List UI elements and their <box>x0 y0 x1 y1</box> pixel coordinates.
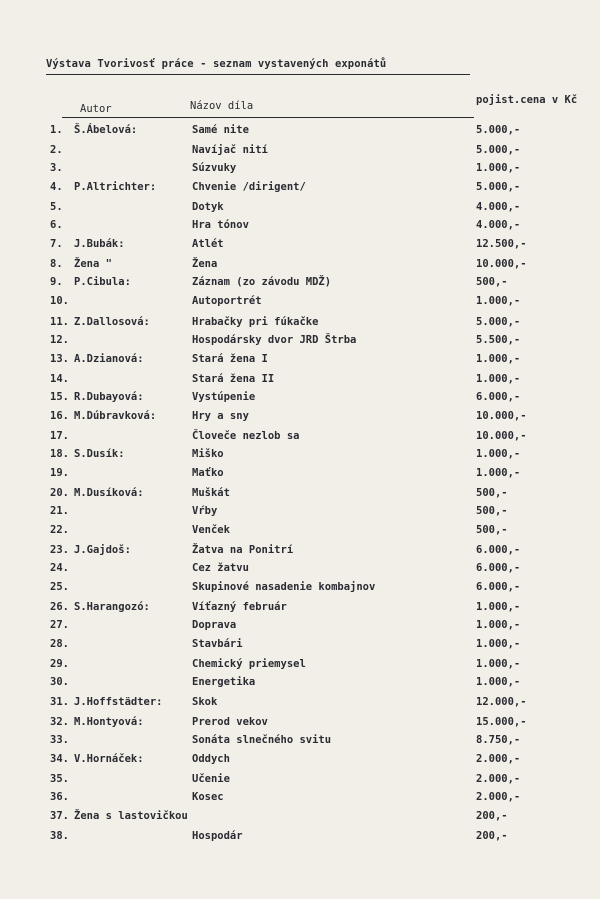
row-num: 33. <box>50 733 69 746</box>
row-work: Maťko <box>192 466 224 479</box>
row-work: Človeče nezlob sa <box>192 429 300 442</box>
table-row <box>0 753 600 771</box>
row-num: 4. <box>50 181 63 194</box>
row-price: 5.000,- <box>476 144 521 157</box>
table-row <box>0 487 600 505</box>
row-num: 36. <box>50 790 69 803</box>
row-work: Stará žena II <box>192 372 275 385</box>
row-num: 18. <box>50 447 69 460</box>
row-price: 1.000,- <box>476 162 521 175</box>
table-row <box>0 373 600 391</box>
table-row <box>0 696 600 714</box>
row-num: 15. <box>50 390 69 403</box>
row-author: A.Dzianová: <box>74 352 144 365</box>
table-row <box>0 295 600 313</box>
row-price: 6.000,- <box>476 562 521 575</box>
row-num: 8. <box>50 258 63 271</box>
table-row <box>0 201 600 219</box>
row-work: Vŕby <box>192 505 218 517</box>
row-price: 4.000,- <box>476 219 521 232</box>
row-price: 6.000,- <box>476 544 521 557</box>
row-price: 500,- <box>476 276 508 289</box>
row-price: 12.500,- <box>476 238 527 251</box>
row-price: 200,- <box>476 809 508 822</box>
row-num: 29. <box>50 658 69 671</box>
row-work: Muškát <box>192 486 230 499</box>
row-author: Š.Ábelová: <box>74 124 138 136</box>
row-work: Záznam (zo závodu MDŽ) <box>192 276 332 289</box>
table-row <box>0 391 600 409</box>
row-work: Skok <box>192 695 218 708</box>
row-num: 17. <box>50 429 69 442</box>
row-price: 6.000,- <box>476 390 521 403</box>
row-work: Hra tónov <box>192 219 249 232</box>
row-price: 5.500,- <box>476 333 521 346</box>
row-price: 2.000,- <box>476 772 521 785</box>
table-row <box>0 258 600 276</box>
row-num: 27. <box>50 619 69 632</box>
row-price: 1.000,- <box>476 619 521 632</box>
row-num: 19. <box>50 466 69 479</box>
table-row <box>0 562 600 580</box>
row-num: 14. <box>50 372 69 385</box>
table-row <box>0 238 600 256</box>
row-price: 4.000,- <box>476 201 521 214</box>
table-row <box>0 124 600 142</box>
row-price: 500,- <box>476 524 508 537</box>
row-work: Chemický priemysel <box>192 658 306 671</box>
row-num: 16. <box>50 409 69 422</box>
row-price: 500,- <box>476 486 508 499</box>
row-num: 32. <box>50 715 69 728</box>
row-price: 8.750,- <box>476 733 521 746</box>
table-row <box>0 276 600 294</box>
row-price: 1.000,- <box>476 601 521 614</box>
row-price: 1.000,- <box>476 295 521 308</box>
row-work: Hospodársky dvor JRD Štrba <box>192 333 357 346</box>
row-work: Energetika <box>192 676 256 689</box>
row-num: 30. <box>50 676 69 689</box>
row-work: Doprava <box>192 619 237 632</box>
row-work: Víťazný február <box>192 601 287 614</box>
row-num: 34. <box>50 752 69 765</box>
table-row <box>0 448 600 466</box>
row-num: 25. <box>50 581 69 594</box>
row-author: S.Harangozó: <box>74 601 150 614</box>
row-work: Hospodár <box>192 829 243 842</box>
table-row <box>0 734 600 752</box>
row-work: Miško <box>192 447 224 460</box>
row-price: 200,- <box>476 829 508 842</box>
row-work: Stavbári <box>192 638 243 651</box>
table-row <box>0 830 600 848</box>
row-work: Samé nite <box>192 124 249 136</box>
row-work: Žatva na Ponitrí <box>192 544 294 557</box>
row-num: 6. <box>50 219 63 232</box>
table-row <box>0 658 600 676</box>
row-price: 2.000,- <box>476 790 521 803</box>
row-num: 37. <box>50 809 69 822</box>
row-num: 7. <box>50 238 63 251</box>
row-work: Kosec <box>192 790 224 803</box>
row-author: M.Hontyová: <box>74 715 144 728</box>
row-num: 23. <box>50 544 69 557</box>
row-work: Žena <box>192 258 218 271</box>
table-row <box>0 334 600 352</box>
row-price: 5.000,- <box>476 124 521 136</box>
row-price: 1.000,- <box>476 372 521 385</box>
table-row <box>0 181 600 199</box>
row-num: 28. <box>50 638 69 651</box>
row-work: Cez žatvu <box>192 562 249 575</box>
row-price: 1.000,- <box>476 638 521 651</box>
header-work: Názov díla <box>190 100 254 112</box>
row-price: 500,- <box>476 505 508 517</box>
row-work: Sonáta slnečného svitu <box>192 733 332 746</box>
row-price: 2.000,- <box>476 752 521 765</box>
row-num: 31. <box>50 695 69 708</box>
row-price: 1.000,- <box>476 447 521 460</box>
row-price: 15.000,- <box>476 715 527 728</box>
row-work: Hrabačky pri fúkačke <box>192 315 319 328</box>
table-row <box>0 219 600 237</box>
header-underline <box>62 117 474 118</box>
table-row <box>0 544 600 562</box>
table-row <box>0 430 600 448</box>
row-work: Atlét <box>192 238 224 251</box>
row-price: 5.000,- <box>476 181 521 194</box>
table-row <box>0 505 600 523</box>
table-row <box>0 410 600 428</box>
row-price: 12.000,- <box>476 695 527 708</box>
row-num: 1. <box>50 124 63 136</box>
header-price: pojist.cena v Kč <box>476 94 578 106</box>
table-row <box>0 467 600 485</box>
row-work: Skupinové nasadenie kombajnov <box>192 581 376 594</box>
row-num: 20. <box>50 486 69 499</box>
row-work: Učenie <box>192 772 230 785</box>
row-work: Stará žena I <box>192 352 268 365</box>
table-row <box>0 619 600 637</box>
row-author: R.Dubayová: <box>74 390 144 403</box>
row-work: Súzvuky <box>192 162 237 175</box>
row-num: 22. <box>50 524 69 537</box>
row-author: Žena " <box>74 258 112 271</box>
row-author: J.Hoffstädter: <box>74 695 163 708</box>
row-price: 1.000,- <box>476 466 521 479</box>
row-num: 12. <box>50 333 69 346</box>
table-row <box>0 353 600 371</box>
row-price: 10.000,- <box>476 409 527 422</box>
row-author: P.Altrichter: <box>74 181 157 194</box>
table-row <box>0 162 600 180</box>
row-work: Vystúpenie <box>192 390 256 403</box>
table-row <box>0 144 600 162</box>
row-price: 10.000,- <box>476 258 527 271</box>
row-author: V.Hornáček: <box>74 752 144 765</box>
row-author: Z.Dallosová: <box>74 315 150 328</box>
row-num: 5. <box>50 201 63 214</box>
row-num: 35. <box>50 772 69 785</box>
row-work: Autoportrét <box>192 295 262 308</box>
row-price: 5.000,- <box>476 315 521 328</box>
row-work: Dotyk <box>192 201 224 214</box>
row-price: 1.000,- <box>476 676 521 689</box>
row-author: P.Cibula: <box>74 276 131 289</box>
table-row <box>0 581 600 599</box>
table-row <box>0 524 600 542</box>
table-row <box>0 676 600 694</box>
row-author: M.Dusíková: <box>74 486 144 499</box>
row-num: 2. <box>50 144 63 157</box>
table-row <box>0 716 600 734</box>
table-row <box>0 810 600 828</box>
row-work: Chvenie /dirigent/ <box>192 181 306 194</box>
row-price: 1.000,- <box>476 352 521 365</box>
row-num: 3. <box>50 162 63 175</box>
row-num: 38. <box>50 829 69 842</box>
row-work: Oddych <box>192 752 230 765</box>
row-price: 6.000,- <box>476 581 521 594</box>
row-work: Hry a sny <box>192 409 249 422</box>
row-author: Žena s lastovičkou <box>74 809 188 822</box>
table-row <box>0 773 600 791</box>
row-num: 21. <box>50 505 69 517</box>
document-title: Výstava Tvorivosť práce - seznam vystavených exponátů <box>46 58 387 70</box>
table-row <box>0 791 600 809</box>
row-price: 1.000,- <box>476 658 521 671</box>
row-author: S.Dusík: <box>74 447 125 460</box>
row-num: 11. <box>50 315 69 328</box>
row-num: 9. <box>50 276 63 289</box>
row-num: 13. <box>50 352 69 365</box>
title-underline <box>46 74 470 75</box>
row-price: 10.000,- <box>476 429 527 442</box>
table-row <box>0 638 600 656</box>
header-author: Autor <box>80 103 112 115</box>
table-row <box>0 601 600 619</box>
row-work: Prerod vekov <box>192 715 268 728</box>
row-num: 24. <box>50 562 69 575</box>
row-num: 26. <box>50 601 69 614</box>
table-row <box>0 316 600 334</box>
row-num: 10. <box>50 295 69 308</box>
row-author: J.Bubák: <box>74 238 125 251</box>
row-author: M.Dúbravková: <box>74 409 157 422</box>
row-work: Venček <box>192 524 230 537</box>
row-author: J.Gajdoš: <box>74 544 131 557</box>
row-work: Navíjač nití <box>192 144 268 157</box>
